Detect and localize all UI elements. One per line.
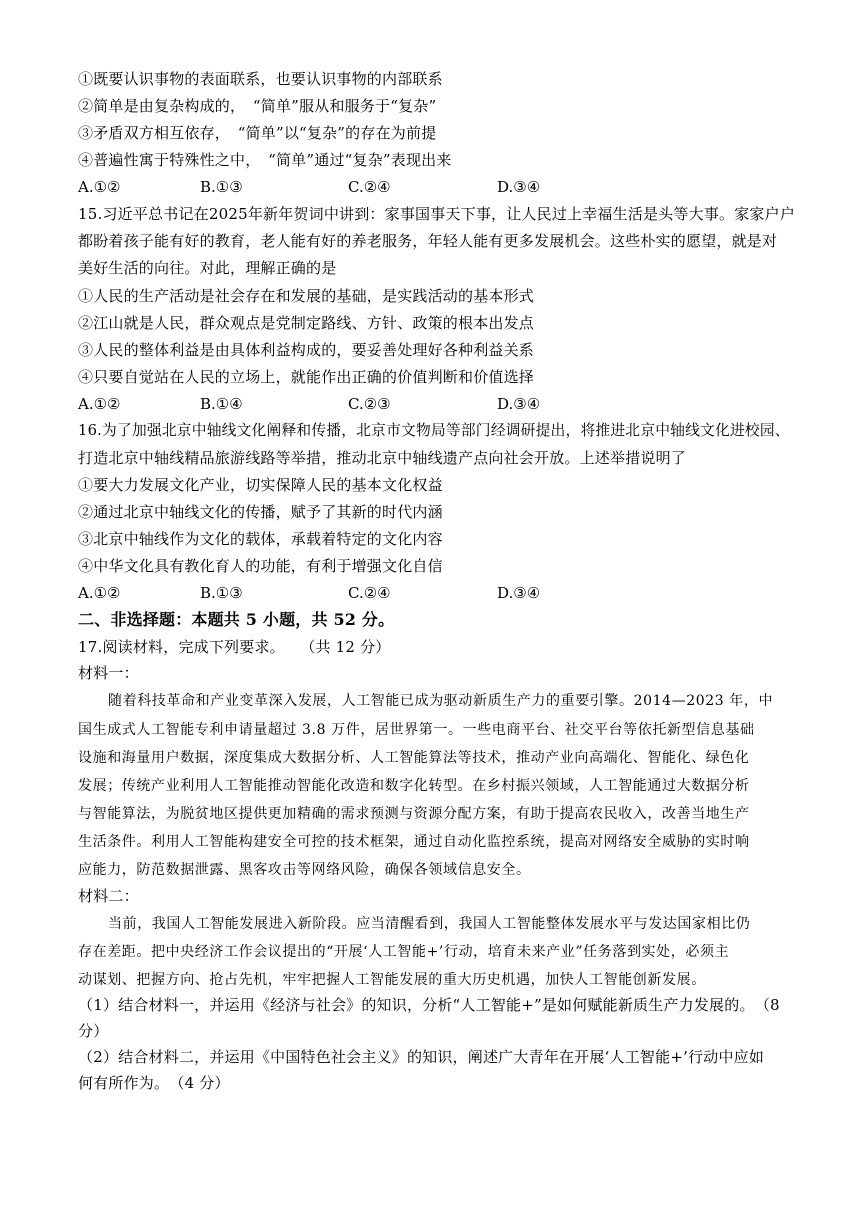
q15-statement-4: ④只要自觉站在人民的立场上，就能作出正确的价值判断和价值选择 — [78, 368, 535, 386]
material-1-label: 材料一： — [78, 664, 139, 682]
q17-sub-question-2-cont: 何有所作为。 （4 分） — [78, 1074, 230, 1092]
q17-sub-question-1-cont: 分） — [78, 1022, 109, 1040]
q17-sub-question-2: （2）结合材料二，并运用《中国特色社会主义》的知识，阐述广大青年在开展‘人工智能+’行动中应如 — [78, 1048, 765, 1066]
q14-option-b: B.①③ — [200, 178, 243, 196]
q16-stem-line-2: 打造北京中轴线精品旅游线路等举措，推动北京中轴线遗产点向社会开放。上述举措说明了 — [78, 449, 687, 467]
q15-stem-line-2: 都盼着孩子能有好的教育，老人能有好的养老服务，年轻人能有更多发展机会。这些朴实的愿望，就是对 — [78, 232, 778, 250]
q14-option-a: A.①② — [78, 178, 121, 196]
q15-stem-line-3: 美好生活的向往。对此，理解正确的是 — [78, 259, 337, 277]
q14-option-c: C.②④ — [348, 178, 391, 196]
material-1-line: 与智能算法，为脱贫地区提供更加精确的需求预测与资源分配方案，有助于提高农民收入，改善当地生产 — [78, 806, 750, 822]
q15-option-b: B.①④ — [200, 395, 243, 413]
q14-option-d: D.③④ — [497, 178, 541, 196]
q16-stem-line-1: 16.为了加强北京中轴线文化阐释和传播，北京市文物局等部门经调研提出，将推进北京中轴线文化进校园、 — [78, 422, 790, 439]
q15-option-a: A.①② — [78, 395, 121, 413]
q15-statement-2: ②江山就是人民，群众观点是党制定路线、方针、政策的根本出发点 — [78, 314, 535, 332]
q14-statement-4: ④普遍性寓于特殊性之中， “简单”通过“复杂”表现出来 — [78, 151, 452, 169]
q16-option-b: B.①③ — [200, 584, 243, 602]
q16-statement-3: ③北京中轴线作为文化的载体，承载着特定的文化内容 — [78, 530, 443, 548]
q16-statement-1: ①要大力发展文化产业，切实保障人民的基本文化权益 — [78, 476, 443, 494]
section-heading: 二、非选择题：本题共 5 小题，共 52 分。 — [78, 610, 395, 629]
q14-statement-2: ②简单是由复杂构成的， “简单”服从和服务于“复杂” — [78, 97, 437, 115]
q14-statement-1: ①既要认识事物的表面联系，也要认识事物的内部联系 — [78, 70, 443, 88]
q15-option-c: C.②③ — [348, 395, 391, 413]
q17-stem: 17.阅读材料，完成下列要求。 （共 12 分） — [78, 638, 391, 656]
q16-statement-2: ②通过北京中轴线文化的传播，赋予了其新的时代内涵 — [78, 503, 443, 521]
material-1-line: 随着科技革命和产业变革深入发展，人工智能已成为驱动新质生产力的重要引擎。2014—2023 年，中 — [108, 693, 774, 709]
q15-stem-line-1: 15.习近平总书记在2025年新年贺词中讲到：家事国事天下事，让人民过上幸福生活是头等大事。家家户户 — [78, 205, 796, 223]
q17-sub-question-1: （1）结合材料一，并运用《经济与社会》的知识，分析“人工智能+”是如何赋能新质生产力发展的。 （8 — [78, 996, 780, 1014]
q16-option-c: C.②④ — [348, 584, 391, 602]
material-2-line: 动谋划、把握方向、抢占先机，牢牢把握人工智能发展的重大历史机遇，加快人工智能创新发展。 — [78, 972, 706, 988]
material-1-line: 发展；传统产业利用人工智能推动智能化改造和数字化转型。在乡村振兴领域，人工智能通过大数据分析 — [78, 778, 750, 794]
q15-statement-3: ③人民的整体利益是由具体利益构成的，要妥善处理好各种利益关系 — [78, 341, 535, 359]
material-1-line: 国生成式人工智能专利申请量超过 3.8 万件，居世界第一。一些电商平台、社交平台等依托新型信息基础 — [78, 722, 755, 738]
q16-option-d: D.③④ — [497, 584, 541, 602]
material-1-line: 生活条件。利用人工智能构建安全可控的技术框架，通过自动化监控系统，提高对网络安全威胁的实时响 — [78, 834, 750, 850]
q15-statement-1: ①人民的生产活动是社会存在和发展的基础，是实践活动的基本形式 — [78, 287, 535, 305]
q15-option-d: D.③④ — [497, 395, 541, 413]
material-1-line: 应能力，防范数据泄露、黑客攻击等网络风险，确保各领域信息安全。 — [78, 862, 531, 878]
q16-option-a: A.①② — [78, 584, 121, 602]
q14-statement-3: ③矛盾双方相互依存， “简单”以“复杂”的存在为前提 — [78, 124, 437, 142]
material-1-line: 设施和海量用户数据，深度集成大数据分析、人工智能算法等技术，推动产业向高端化、智能化、绿色化 — [78, 750, 750, 766]
q16-statement-4: ④中华文化具有教化育人的功能，有利于增强文化自信 — [78, 557, 443, 575]
material-2-line: 存在差距。把中央经济工作会议提出的“开展‘人工智能+’行动，培育未来产业”任务落到实处，必须主 — [78, 944, 730, 960]
material-2-label: 材料二： — [78, 887, 139, 905]
material-2-line: 当前，我国人工智能发展进入新阶段。应当清醒看到，我国人工智能整体发展水平与发达国家相比仍 — [108, 916, 751, 932]
